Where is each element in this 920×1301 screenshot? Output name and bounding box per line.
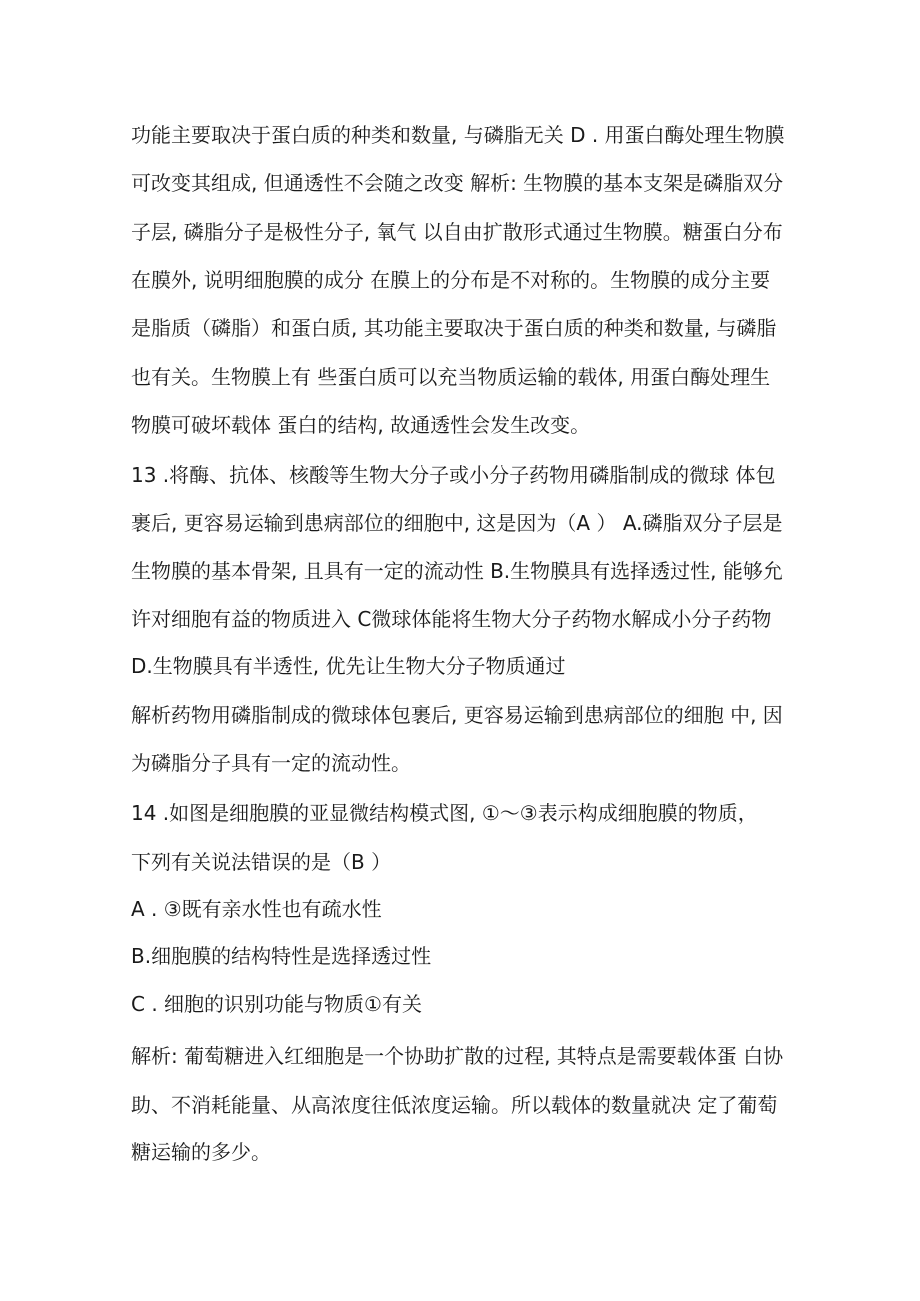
text-line: 糖运输的多少。 [131, 1140, 271, 1164]
text-line: 物膜可破坏载体 蛋白的结构, 故通透性会发生改变。 [131, 413, 591, 437]
text-line: 下列有关说法错误的是（B ） [131, 850, 392, 874]
text-line: 许对细胞有益的物质进入 C微球体能将生物大分子药物水解成小分子药物 [131, 607, 772, 631]
text-line: 为磷脂分子具有一定的流动性。 [131, 751, 411, 775]
analysis-13: 解析药物用磷脂制成的微球体包裹后, 更容易运输到患病部位的细胞 中, 因 [131, 703, 783, 727]
question-14-stem: 14 .如图是细胞膜的亚显微结构模式图, ①～③表示构成细胞膜的物质， [131, 801, 758, 825]
text-line: 功能主要取决于蛋白质的种类和数量, 与磷脂无关 D . 用蛋白酶处理生物膜 [131, 123, 785, 147]
text-line: 可改变其组成, 但通透性不会随之改变 解析: 生物膜的基本支架是磷脂双分 [131, 171, 784, 195]
text-line: 在膜外, 说明细胞膜的成分 在膜上的分布是不对称的。生物膜的成分主要 [131, 268, 771, 292]
question-13-stem: 13 .将酶、抗体、核酸等生物大分子或小分子药物用磷脂制成的微球 体包 [131, 463, 776, 487]
option-c: C . 细胞的识别功能与物质①有关 [131, 992, 422, 1016]
text-line: 生物膜的基本骨架, 且具有一定的流动性 B.生物膜具有选择透过性, 能够允 [131, 559, 783, 583]
text-line: 裹后, 更容易运输到患病部位的细胞中, 这是因为（A ） A.磷脂双分子层是 [131, 511, 783, 535]
text-line: 子层, 磷脂分子是极性分子, 氧气 以自由扩散形式通过生物膜。糖蛋白分布 [131, 220, 783, 244]
option-d: D.生物膜具有半透性, 优先让生物大分子物质通过 [131, 654, 566, 678]
analysis-14: 解析: 葡萄糖进入红细胞是一个协助扩散的过程, 其特点是需要载体蛋 白协 [131, 1044, 784, 1068]
text-line: 助、不消耗能量、从高浓度往低浓度运输。所以载体的数量就决 定了葡萄 [131, 1093, 778, 1117]
text-line: 是脂质（磷脂）和蛋白质, 其功能主要取决于蛋白质的种类和数量, 与磷脂 [131, 316, 777, 340]
option-a: A . ③既有亲水性也有疏水性 [131, 897, 382, 921]
text-line: 也有关。生物膜上有 些蛋白质可以充当物质运输的载体, 用蛋白酶处理生 [131, 365, 771, 389]
option-b: B.细胞膜的结构特性是选择透过性 [131, 944, 432, 968]
